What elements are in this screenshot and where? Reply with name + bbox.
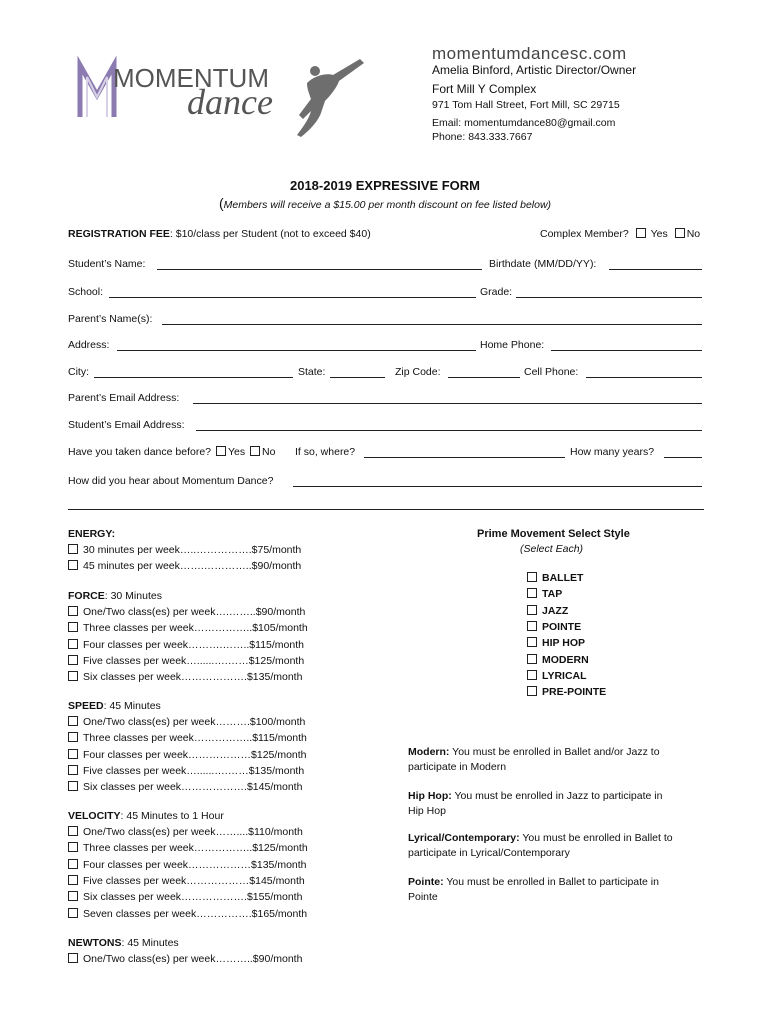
option-checkbox[interactable] xyxy=(68,875,78,885)
option-checkbox[interactable] xyxy=(68,826,78,836)
school-label: School: xyxy=(68,286,104,298)
note xyxy=(408,875,708,905)
option-checkbox[interactable] xyxy=(68,765,78,775)
taken-no-label: No xyxy=(262,446,276,458)
prime-subtitle: (Select Each) xyxy=(520,543,584,555)
force-option[interactable] xyxy=(68,639,304,652)
logo-word-dance: dance xyxy=(187,82,273,122)
home-phone-field[interactable] xyxy=(551,350,702,351)
style-checkbox[interactable] xyxy=(527,588,537,598)
style-checkbox[interactable] xyxy=(527,654,537,664)
speed-option[interactable] xyxy=(68,732,307,745)
city-field[interactable] xyxy=(94,377,293,378)
logo xyxy=(75,55,375,145)
style-option-ballet[interactable] xyxy=(527,572,583,584)
parent-email-field[interactable] xyxy=(193,403,702,404)
speed-heading xyxy=(68,700,161,713)
how-hear-label: How did you hear about Momentum Dance? xyxy=(68,475,274,487)
velocity-option[interactable] xyxy=(68,826,303,839)
option-label: Five classes per week…......….……$125/month xyxy=(83,654,305,667)
parent-email-label: Parent’s Email Address: xyxy=(68,392,180,404)
complex-member-label: Complex Member? xyxy=(540,228,629,240)
note-label: Modern: xyxy=(408,746,450,758)
option-checkbox[interactable] xyxy=(68,908,78,918)
option-label: Five classes per week…......….……$135/month xyxy=(83,764,305,777)
option-checkbox[interactable] xyxy=(68,671,78,681)
reg-fee xyxy=(68,228,371,240)
style-label: POINTE xyxy=(542,620,582,633)
student-email-field[interactable] xyxy=(196,430,702,431)
form-title: 2018-2019 EXPRESSIVE FORM xyxy=(289,178,481,193)
note-text: You must be enrolled in Ballet and/or Jazz to xyxy=(449,746,660,758)
note xyxy=(408,745,708,775)
style-label: TAP xyxy=(542,588,563,601)
style-option-jazz[interactable] xyxy=(527,605,568,617)
grade-label: Grade: xyxy=(480,286,513,298)
force-duration: : 30 Minutes xyxy=(104,590,162,602)
birthdate-field[interactable] xyxy=(609,269,702,270)
reg-fee-label: REGISTRATION FEE xyxy=(68,228,170,240)
zip-field[interactable] xyxy=(448,377,520,378)
newtons-option[interactable] xyxy=(68,953,302,966)
taken-yes-checkbox[interactable] xyxy=(216,446,226,456)
option-checkbox[interactable] xyxy=(68,859,78,869)
option-label: Six classes per week……………….$155/month xyxy=(83,891,303,904)
option-checkbox[interactable] xyxy=(68,749,78,759)
student-email-label: Student’s Email Address: xyxy=(68,419,185,431)
website[interactable]: momentumdancesc.com xyxy=(432,44,627,63)
style-checkbox[interactable] xyxy=(527,572,537,582)
energy-title: ENERGY: xyxy=(68,528,116,540)
director: Amelia Binford, Artistic Director/Owner xyxy=(432,63,637,77)
option-checkbox[interactable] xyxy=(68,606,78,616)
birthdate-label: Birthdate (MM/DD/YY): xyxy=(489,258,597,270)
velocity-duration: : 45 Minutes to 1 Hour xyxy=(120,810,224,822)
section-divider xyxy=(68,509,704,510)
style-option-pointe[interactable] xyxy=(527,621,581,633)
grade-field[interactable] xyxy=(516,297,702,298)
complex-yes-label: Yes xyxy=(650,228,668,240)
note-label: Hip Hop: xyxy=(408,790,452,802)
option-label: Four classes per week………………$125/month xyxy=(83,748,307,761)
address: 971 Tom Hall Street, Fort Mill, SC 29715 xyxy=(432,99,620,111)
if-so-label: If so, where? xyxy=(295,446,356,458)
zip-label: Zip Code: xyxy=(395,366,441,378)
subtitle-text: Members will receive a $15.00 per month discount on fee listed below) xyxy=(223,199,552,211)
option-checkbox[interactable] xyxy=(68,732,78,742)
velocity-option[interactable] xyxy=(68,842,308,855)
option-label: Six classes per week……………….$135/month xyxy=(83,671,303,684)
complex-no-label: No xyxy=(686,228,701,240)
form-subtitle xyxy=(0,195,770,211)
option-checkbox[interactable] xyxy=(68,655,78,665)
option-label: Seven classes per week…………….$165/month xyxy=(83,907,308,920)
phone: Phone: 843.333.7667 xyxy=(432,131,533,143)
velocity-heading xyxy=(68,810,224,823)
note-text: You must be enrolled in Ballet to participate in xyxy=(443,876,659,888)
state-field[interactable] xyxy=(330,377,385,378)
option-checkbox[interactable] xyxy=(68,639,78,649)
force-option[interactable] xyxy=(68,606,305,619)
style-checkbox[interactable] xyxy=(527,621,537,631)
option-label: Three classes per week……………..$105/month xyxy=(83,622,308,635)
option-checkbox[interactable] xyxy=(68,781,78,791)
city-label: City: xyxy=(68,366,89,378)
option-label: 30 minutes per week…..…………….$75/month xyxy=(83,544,302,556)
parents-names-label: Parent’s Name(s): xyxy=(68,313,153,325)
note-label: Lyrical/Contemporary: xyxy=(408,832,520,844)
school-field[interactable] xyxy=(109,297,476,298)
home-phone-label: Home Phone: xyxy=(480,339,545,351)
how-many-years-label: How many years? xyxy=(570,446,655,458)
force-option[interactable] xyxy=(68,671,302,684)
years-field[interactable] xyxy=(664,457,702,458)
option-checkbox[interactable] xyxy=(68,842,78,852)
option-label: Three classes per week……………..$115/month xyxy=(83,732,307,745)
style-option-lyrical[interactable] xyxy=(527,670,587,682)
note xyxy=(408,789,708,819)
how-hear-field[interactable] xyxy=(293,486,702,487)
note-label: Pointe: xyxy=(408,876,444,888)
option-checkbox[interactable] xyxy=(68,953,78,963)
newtons-duration: : 45 Minutes xyxy=(121,937,179,949)
option-label: Three classes per week……………..$125/month xyxy=(83,842,308,855)
option-checkbox[interactable] xyxy=(68,544,78,554)
student-name-label: Student’s Name: xyxy=(68,258,146,270)
force-title: FORCE xyxy=(68,590,105,602)
option-checkbox[interactable] xyxy=(68,716,78,726)
option-label: 45 minutes per week…….…………..$90/month xyxy=(83,560,302,573)
option-label: Six classes per week……………….$145/month xyxy=(83,781,303,794)
where-field[interactable] xyxy=(364,457,565,458)
note xyxy=(408,831,708,861)
note-text-cont: participate in Lyrical/Contemporary xyxy=(408,847,570,859)
note-text-cont: Hip Hop xyxy=(408,805,446,817)
option-label: Four classes per week………………$135/month xyxy=(83,858,307,871)
address-field[interactable] xyxy=(117,350,476,351)
cell-phone-field[interactable] xyxy=(586,377,702,378)
state-label: State: xyxy=(298,366,326,378)
speed-duration: : 45 Minutes xyxy=(103,700,161,712)
newtons-heading xyxy=(68,937,179,950)
option-label: One/Two class(es) per week………..$90/month xyxy=(83,953,303,965)
address-label: Address: xyxy=(68,339,110,351)
velocity-title: VELOCITY xyxy=(68,810,121,822)
note-text-cont: participate in Modern xyxy=(408,761,507,773)
prime-title: Prime Movement Select Style xyxy=(477,528,630,540)
speed-option[interactable] xyxy=(68,749,307,762)
speed-title: SPEED xyxy=(68,700,104,712)
style-option-modern[interactable] xyxy=(527,654,589,666)
style-label: LYRICAL xyxy=(542,669,587,682)
velocity-option[interactable] xyxy=(68,908,307,921)
complex-yes-checkbox[interactable] xyxy=(636,228,646,238)
velocity-option[interactable] xyxy=(68,859,307,872)
style-option-hip-hop[interactable] xyxy=(527,637,585,649)
style-label: PRE-POINTE xyxy=(542,686,607,699)
taken-yes-label: Yes xyxy=(227,446,246,458)
parents-names-field[interactable] xyxy=(162,324,702,325)
speed-option[interactable] xyxy=(68,781,302,794)
style-option-pre-pointe[interactable] xyxy=(527,686,606,698)
force-option[interactable] xyxy=(68,622,308,635)
force-option[interactable] xyxy=(68,655,304,668)
logo-word-momentum: MOMENTUM xyxy=(113,63,269,93)
style-label: MODERN xyxy=(542,653,589,666)
velocity-option[interactable] xyxy=(68,875,305,888)
energy-option[interactable] xyxy=(68,544,301,557)
student-name-field[interactable] xyxy=(157,269,482,270)
energy-option[interactable] xyxy=(68,560,301,573)
option-label: Four classes per week……….……..$115/month xyxy=(83,638,304,651)
option-checkbox[interactable] xyxy=(68,560,78,570)
note-text: You must be enrolled in Ballet to xyxy=(519,832,673,844)
taken-no-checkbox[interactable] xyxy=(250,446,260,456)
location: Fort Mill Y Complex xyxy=(432,82,537,96)
style-checkbox[interactable] xyxy=(527,637,537,647)
speed-option[interactable] xyxy=(68,765,304,778)
taken-dance-label: Have you taken dance before? xyxy=(68,446,212,458)
style-checkbox[interactable] xyxy=(527,686,537,696)
velocity-option[interactable] xyxy=(68,891,302,904)
style-checkbox[interactable] xyxy=(527,670,537,680)
taken-dance xyxy=(68,446,275,458)
subtitle-paren: ( xyxy=(218,195,224,211)
option-label: One/Two class(es) per week….……..$90/month xyxy=(83,606,306,618)
style-label: JAZZ xyxy=(542,604,569,617)
style-label: BALLET xyxy=(542,572,584,584)
newtons-title: NEWTONS xyxy=(68,937,122,949)
style-option-tap[interactable] xyxy=(527,588,562,600)
option-label: One/Two class(es) per week……….$100/month xyxy=(83,716,306,728)
note-text-cont: Pointe xyxy=(408,891,438,903)
reg-fee-text: : $10/class per Student (not to exceed $40) xyxy=(169,228,371,240)
note-text: You must be enrolled in Jazz to participate in xyxy=(451,790,663,802)
energy-heading xyxy=(68,528,115,541)
speed-option[interactable] xyxy=(68,716,305,729)
complex-member xyxy=(540,228,700,240)
option-label: One/Two class(es) per week……....$110/month xyxy=(83,826,303,838)
style-label: HIP HOP xyxy=(542,637,585,650)
option-checkbox[interactable] xyxy=(68,622,78,632)
cell-phone-label: Cell Phone: xyxy=(524,366,579,378)
option-label: Five classes per week………………$145/month xyxy=(83,874,305,887)
force-heading xyxy=(68,590,162,603)
style-checkbox[interactable] xyxy=(527,605,537,615)
complex-no-checkbox[interactable] xyxy=(675,228,685,238)
email: Email: momentumdance80@gmail.com xyxy=(432,117,616,129)
option-checkbox[interactable] xyxy=(68,891,78,901)
